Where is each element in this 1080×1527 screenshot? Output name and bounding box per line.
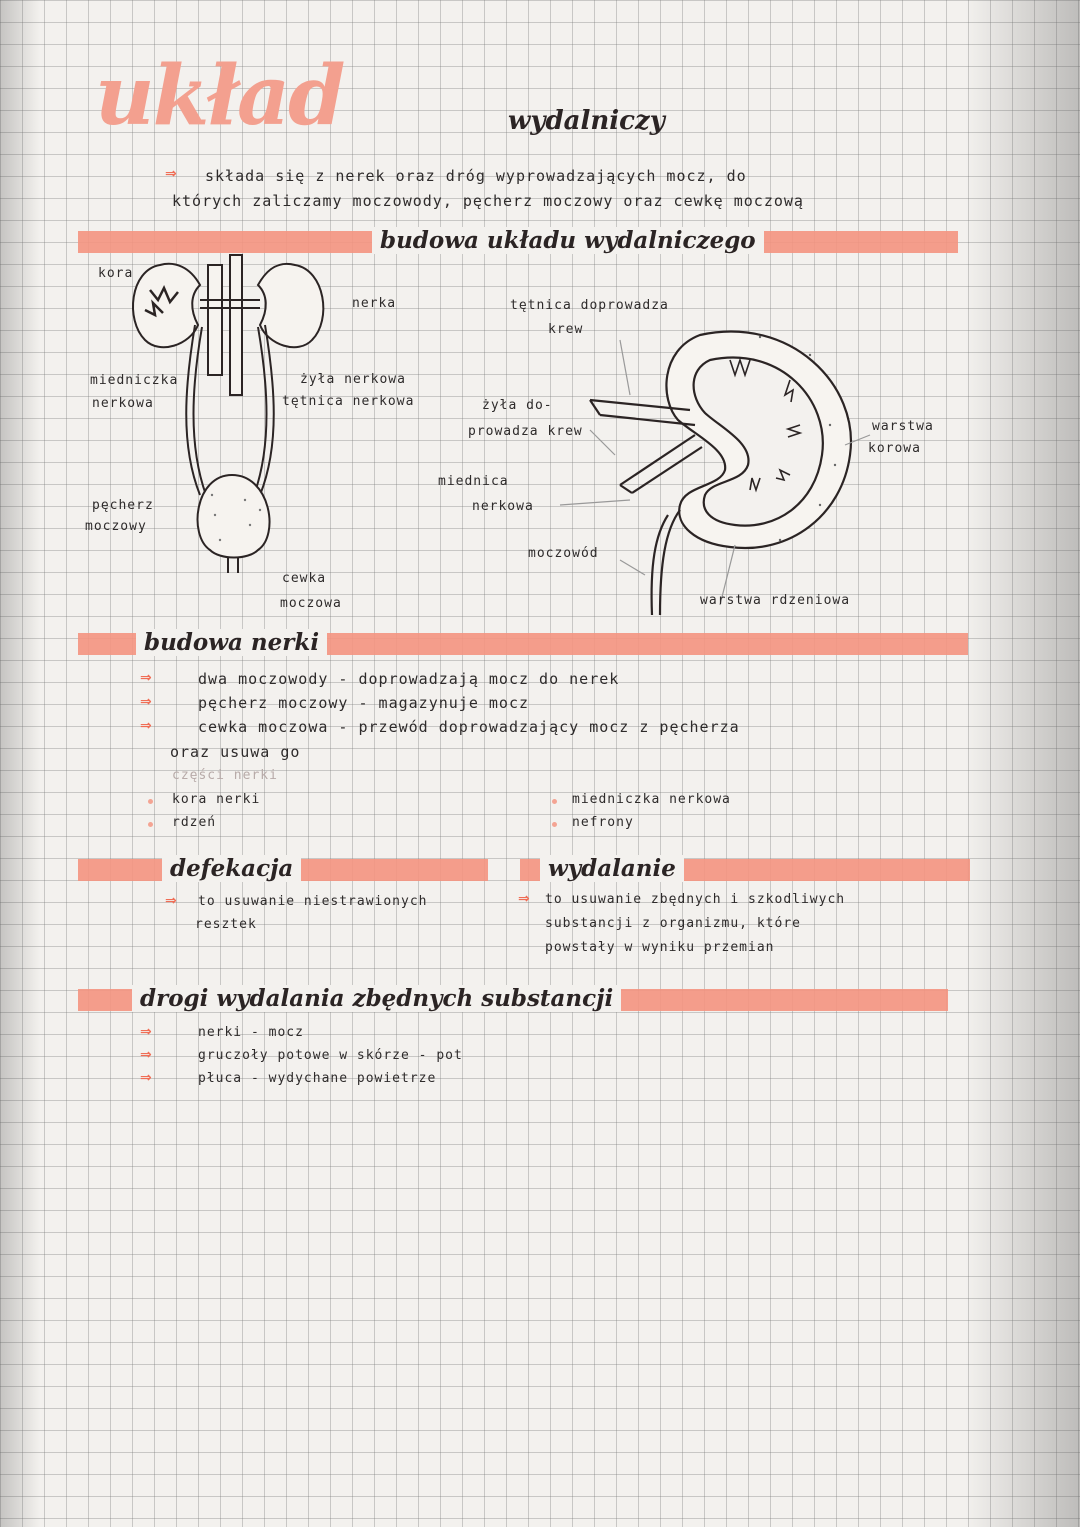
kidney-part-right-1: miedniczka nerkowa [572, 792, 731, 807]
label-miednica-2: nerkowa [472, 499, 534, 514]
kidney-item-1: dwa moczowody - doprowadzają mocz do nerek [198, 670, 620, 688]
kidney-item-3: cewka moczowa - przewód doprowadzający mocz z pęcherza [198, 718, 740, 736]
kidney-part-right-2: nefrony [572, 815, 634, 830]
label-zyla-nerkowa: żyła nerkowa [300, 372, 406, 387]
routes-item-1: nerki - mocz [198, 1025, 304, 1040]
kidney-part-left-2: rdzeń [172, 815, 217, 830]
dot-bullet-icon [148, 822, 153, 827]
defecation-line-2: resztek [195, 917, 257, 932]
heading-defecation: defekacja [162, 855, 301, 882]
label-moczowod: moczowód [528, 546, 599, 561]
intro-line-2: których zaliczamy moczowody, pęcherz moczowy oraz cewkę moczową [172, 192, 804, 210]
kidney-part-left-1: kora nerki [172, 792, 261, 807]
dot-bullet-icon [148, 799, 153, 804]
label-cewka-2: moczowa [280, 596, 342, 611]
excretion-line-1: to usuwanie zbędnych i szkodliwych [545, 892, 846, 907]
title-main: układ [95, 48, 344, 144]
kidney-item-continuation: oraz usuwa go [170, 743, 301, 761]
excretion-line-3: powstały w wyniku przemian [545, 940, 775, 955]
arrow-bullet-icon: ⇒ [140, 694, 152, 710]
label-warstwa-rdzeniowa: warstwa rdzeniowa [700, 593, 851, 608]
dot-bullet-icon [552, 799, 557, 804]
heading-routes: drogi wydalania zbędnych substancji [132, 985, 621, 1012]
label-tetnica-doprowadza-1: tętnica doprowadza [510, 298, 669, 313]
page-shadow-left [0, 0, 40, 1527]
label-miedniczka-1: miedniczka [90, 373, 179, 388]
label-pecherz-1: pęcherz [92, 498, 154, 513]
label-miedniczka-2: nerkowa [92, 396, 154, 411]
arrow-bullet-icon: ⇒ [518, 891, 530, 907]
arrow-bullet-icon: ⇒ [165, 893, 177, 909]
routes-item-2: gruczoły potowe w skórze - pot [198, 1048, 463, 1063]
heading-excretion: wydalanie [540, 855, 684, 882]
dot-bullet-icon [552, 822, 557, 827]
heading-structure: budowa układu wydalniczego [372, 227, 764, 254]
page-shadow-right [965, 0, 1080, 1527]
arrow-bullet-icon: ⇒ [140, 1047, 152, 1063]
arrow-bullet-icon: ⇒ [140, 670, 152, 686]
label-miednica-1: miednica [438, 474, 509, 489]
label-tetnica-doprowadza-2: krew [548, 322, 584, 337]
arrow-bullet-icon: ⇒ [140, 718, 152, 734]
arrow-bullet-icon: ⇒ [140, 1024, 152, 1040]
urinary-system-diagram [120, 245, 360, 585]
label-zyla-doprowadza-1: żyła do- [482, 398, 553, 413]
label-zyla-doprowadza-2: prowadza krew [468, 424, 583, 439]
kidney-parts-subheading: części nerki [172, 768, 278, 783]
label-kora: kora [98, 266, 134, 281]
arrow-bullet-icon: ⇒ [140, 1070, 152, 1086]
label-cewka-1: cewka [282, 571, 327, 586]
title-sub: wydalniczy [508, 106, 665, 136]
heading-kidney: budowa nerki [136, 629, 327, 656]
arrow-bullet-icon: ⇒ [165, 166, 177, 182]
kidney-item-2: pęcherz moczowy - magazynuje mocz [198, 694, 530, 712]
routes-item-3: płuca - wydychane powietrze [198, 1071, 437, 1086]
label-warstwa-korowa-2: korowa [868, 441, 921, 456]
defecation-line-1: to usuwanie niestrawionych [198, 894, 428, 909]
excretion-line-2: substancji z organizmu, które [545, 916, 801, 931]
label-warstwa-korowa-1: warstwa [872, 419, 934, 434]
label-nerka: nerka [352, 296, 397, 311]
label-pecherz-2: moczowy [85, 519, 147, 534]
label-tetnica-nerkowa: tętnica nerkowa [282, 394, 415, 409]
intro-line-1: składa się z nerek oraz dróg wyprowadzających mocz, do [205, 167, 747, 185]
